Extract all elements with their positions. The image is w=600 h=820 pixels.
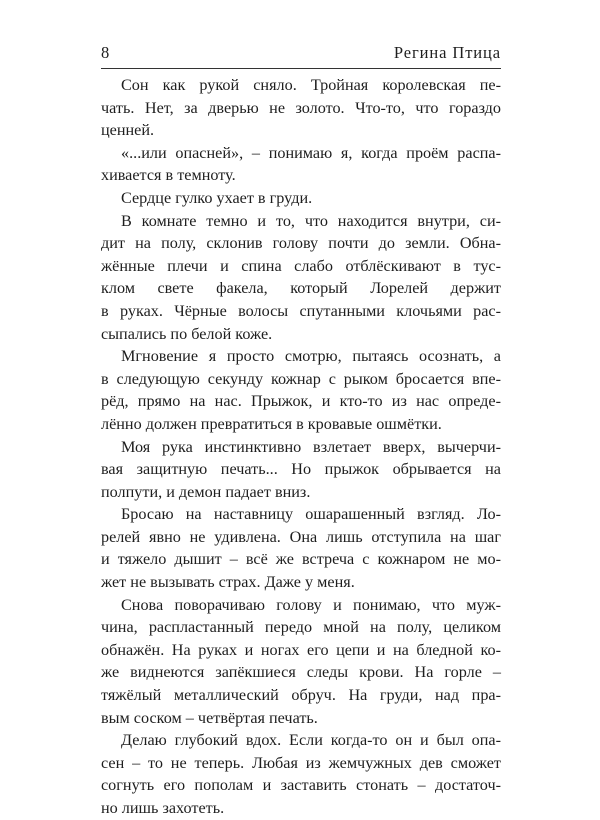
page-number: 8 [101,43,110,62]
header-rule [101,68,501,69]
text-line: вым соском – четвёртая печать. [101,708,318,727]
text-line: лённо должен превратиться в кровавые ошмётки. [101,414,442,433]
text-line: и тяжело дышит – всё же встреча с кожнаром не мо- [101,550,501,569]
text-line: клом свете факела, который Лорелей держит [101,279,501,298]
text-line: Бросаю на наставницу ошарашенный взгляд. Ло- [121,505,501,524]
text-line: ценней. [101,121,155,140]
text-line: Делаю глубокий вдох. Если когда-то он и был опа- [121,731,501,750]
text-line: же виднеются запёкшиеся следы крови. На горле – [101,663,501,682]
paragraph [101,345,501,435]
text-line: сен – то не теперь. Любая из жемчужных дев сможет [101,753,501,772]
text-line: Снова поворачиваю голову и понимаю, что муж- [121,595,501,614]
text-line: обнажён. На руках и ногах его цепи и на бледной ко- [101,640,501,659]
text-line: рёд, прямо на нас. Прыжок, и кто-то из нас опреде- [101,392,501,411]
text-line: Мгновение я просто смотрю, пытаясь осознать, а [121,347,501,366]
paragraph [101,594,501,730]
paragraph [101,436,501,504]
text-line: вая защитную печать... Но прыжок обрывается на [101,460,501,479]
text-line: сыпались по белой коже. [101,324,273,343]
text-line: «...или опасней», – понимаю я, когда проём распа- [121,143,501,162]
text-line: Моя рука инстинктивно взлетает вверх, вычерчи- [121,437,501,456]
body-text [101,74,501,820]
running-title: Регина Птица [393,43,501,62]
text-line: Сон как рукой сняло. Тройная королевская пе- [121,76,501,94]
text-line: хивается в темноту. [101,166,236,185]
paragraph [101,187,501,210]
text-line: но лишь захотеть. [101,799,225,817]
text-line: полпути, и демон падает вниз. [101,482,311,501]
text-line: жённые плечи и спина слабо отблёскивают в тус- [101,256,501,275]
paragraph [101,210,501,346]
text-line: в следующую секунду кожнар с рыком бросается впе- [101,369,501,388]
text-line: В комнате темно и то, что находится внутри, си- [121,211,501,230]
paragraph [101,74,501,142]
paragraph [101,729,501,819]
page-header [101,42,501,68]
text-line: чина, распластанный передо мной на полу, целиком [101,618,501,637]
text-line: Сердце гулко ухает в груди. [121,188,313,207]
text-line: тяжёлый металлический обруч. На груди, над пра- [101,686,501,705]
paragraph [101,503,501,593]
text-line: жет не вызывать страх. Даже у меня. [101,573,355,592]
paragraph [101,142,501,187]
text-line: чать. Нет, за дверью не золото. Что-то, что гораздо [101,98,501,117]
text-line: в руках. Чёрные волосы спутанными клочьями рас- [101,301,501,320]
text-line: дит на полу, склонив голову почти до земли. Обна- [101,234,501,253]
text-line: согнуть его пополам и заставить стонать – достаточ- [101,776,501,795]
text-line: релей явно не удивлена. Она лишь отступила на шаг [101,527,501,546]
